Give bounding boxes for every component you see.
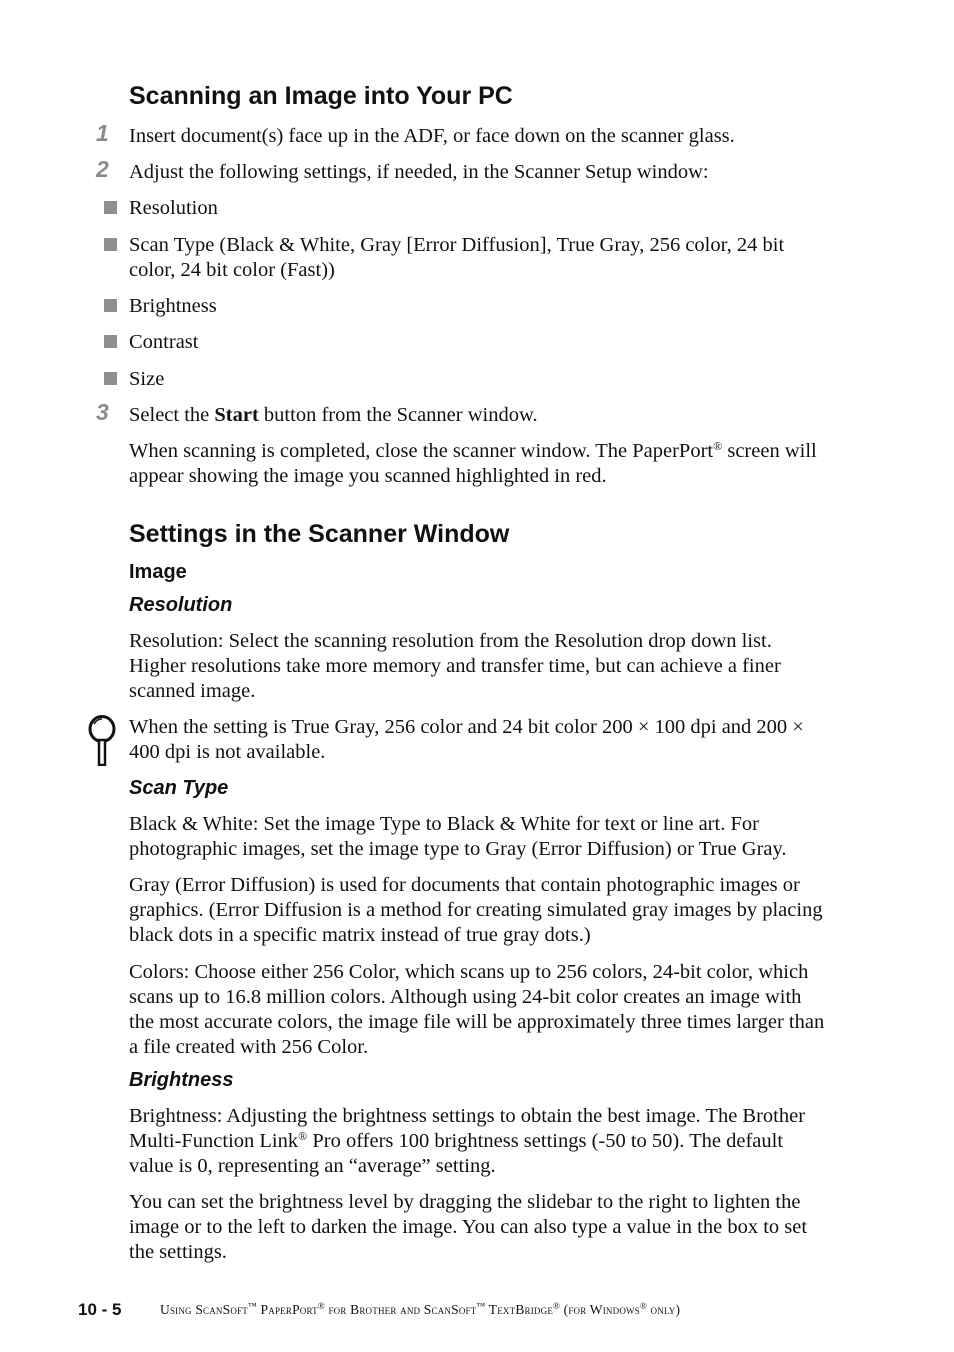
note-text: When the setting is True Gray, 256 color and 24 bit color 200 × 100 dpi and 200 × 400 dpi is not available.: [129, 716, 804, 763]
step-number-1: 1: [96, 120, 109, 146]
heading-resolution: Resolution: [129, 594, 233, 616]
subsection-title-image: Image: [129, 561, 187, 583]
bullet-item-contrast: Contrast: [129, 331, 199, 353]
resolution-paragraph: Resolution: Select the scanning resolution from the Resolution drop down list. Higher resolutions take more memory and transfer time, but can achieve a finer scanned image.: [129, 630, 781, 702]
bullet-square-icon: [104, 299, 117, 312]
bullet-square-icon: [104, 238, 117, 251]
completion-paragraph: When scanning is completed, close the scanner window. The PaperPort® screen will appear showing the image you scanned highlighted in red.: [129, 439, 817, 487]
brightness-paragraph-2: You can set the brightness level by dragging the slidebar to the right to lighten the image or to the left to darken the image. You can also type a value in the box to set the settings.: [129, 1191, 808, 1263]
bullet-square-icon: [104, 372, 117, 385]
note-pin-icon: [87, 714, 117, 766]
start-button-label: Start: [214, 404, 259, 426]
bullet-item-size: Size: [129, 368, 165, 390]
bullet-item-resolution: Resolution: [129, 197, 218, 219]
scan-type-paragraph-2: Gray (Error Diffusion) is used for documents that contain photographic images or graphics. (Error Diffusion is a method for creating simulated gray images by placing black dots in a specific matrix instead of true gray dots.): [129, 874, 823, 946]
step-number-2: 2: [96, 156, 109, 182]
step-number-3: 3: [96, 399, 109, 425]
section-title-settings: Settings in the Scanner Window: [129, 520, 510, 548]
heading-brightness: Brightness: [129, 1069, 234, 1091]
section-title-scanning: Scanning an Image into Your PC: [129, 82, 513, 110]
bullet-item-scan-type: Scan Type (Black & White, Gray [Error Diffusion], True Gray, 256 color, 24 bit color, 24 bit color (Fast)): [129, 234, 785, 281]
step-2-text: Adjust the following settings, if needed, in the Scanner Setup window:: [129, 161, 709, 183]
page-number: 10 - 5: [78, 1300, 122, 1319]
scan-type-paragraph-3: Colors: Choose either 256 Color, which scans up to 256 colors, 24-bit color, which scans up to 16.8 million colors. Although using 24-bit color creates an image with the most accurate colors, the image file will be approximately three times larger than a file created with 256 Color.: [129, 961, 825, 1058]
bullet-item-brightness: Brightness: [129, 295, 217, 317]
bullet-square-icon: [104, 335, 117, 348]
step-3-text: Select the Start button from the Scanner window.: [129, 404, 538, 426]
heading-scan-type: Scan Type: [129, 777, 229, 799]
running-footer: Using ScanSoft™ PaperPort® for Brother and ScanSoft™ TextBridge® (for Windows® only): [160, 1301, 681, 1317]
step-1-text: Insert document(s) face up in the ADF, or face down on the scanner glass.: [129, 125, 735, 147]
scan-type-paragraph-1: Black & White: Set the image Type to Black & White for text or line art. For photographic images, set the image type to Gray (Error Diffusion) or True Gray.: [129, 813, 787, 860]
brightness-paragraph-1: Brightness: Adjusting the brightness settings to obtain the best image. The Brother Multi-Function Link® Pro offers 100 brightness settings (-50 to 50). The default value is 0, representing an “average” setting.: [129, 1105, 806, 1177]
bullet-square-icon: [104, 201, 117, 214]
